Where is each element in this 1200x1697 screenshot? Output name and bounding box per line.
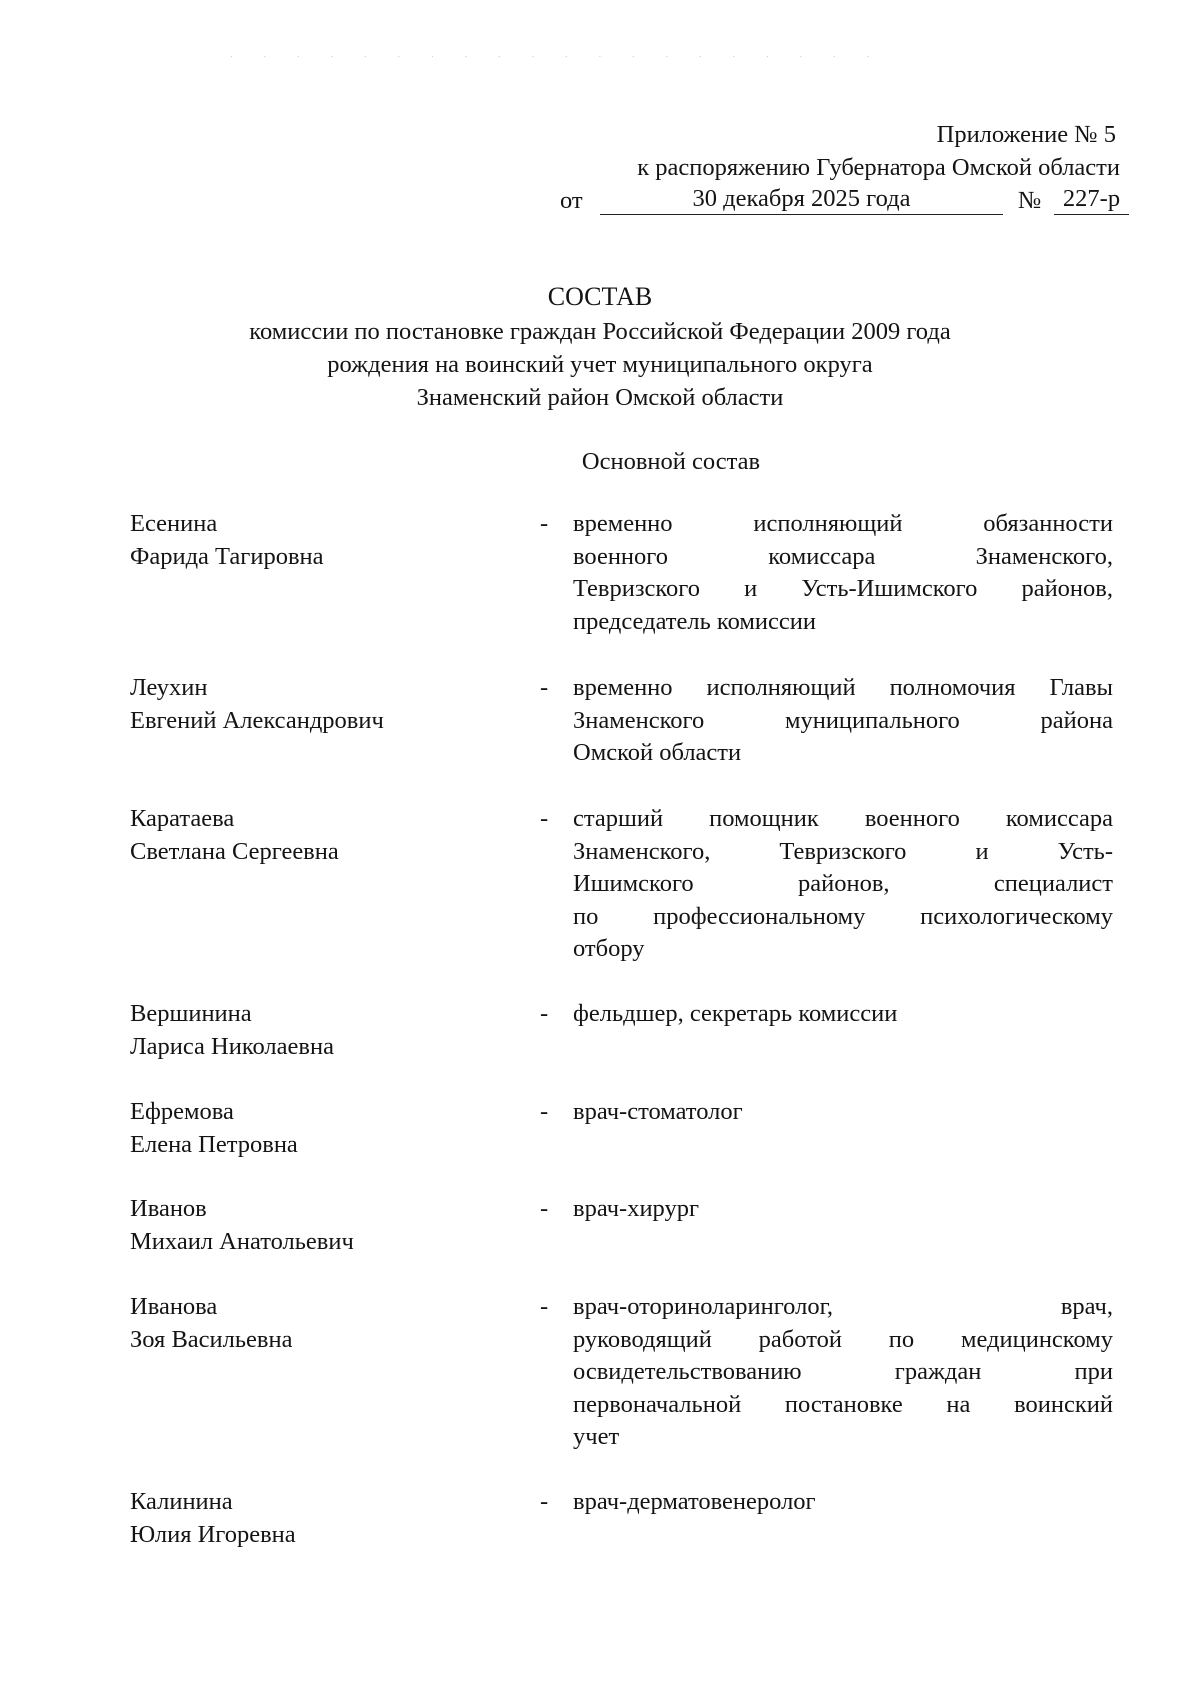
role-line: Знаменского муниципального района <box>573 706 1113 734</box>
member-surname: Есенина <box>130 510 218 537</box>
member-role <box>573 1193 1113 1226</box>
member-given-names: Фарида Тагировна <box>130 542 324 570</box>
subtitle-text: Основной состав <box>581 448 761 475</box>
date-line <box>560 184 1120 217</box>
from-label: от <box>560 187 583 214</box>
member-role <box>573 803 1113 966</box>
title-line-2: рождения на воинский учет муниципального округа <box>327 351 873 378</box>
scan-artifact: . . . . . . . . . . . . . . . . . . . . <box>230 48 884 60</box>
member-name <box>130 1486 530 1551</box>
role-line: учет <box>573 1423 620 1450</box>
member-dash: - <box>540 1195 549 1222</box>
appendix-number: Приложение № 5 <box>936 121 1116 148</box>
document-title <box>100 280 1100 414</box>
title-line-3: Знаменский район Омской области <box>416 384 784 411</box>
role-line: врач-оториноларинголог, врач, <box>573 1293 1113 1320</box>
role-line: руководящий работой по медицинскому <box>573 1325 1113 1353</box>
member-dash: - <box>540 510 549 537</box>
section-subtitle <box>100 445 1200 478</box>
role-line: по профессиональному психологическому <box>573 902 1113 930</box>
member-role <box>573 998 1113 1031</box>
member-surname: Калинина <box>130 1488 233 1515</box>
role-line: временно исполняющий полномочия Главы <box>573 674 1113 701</box>
member-dash: - <box>540 805 549 832</box>
role-line: фельдшер, секретарь комиссии <box>573 1000 898 1027</box>
member-name <box>130 672 530 737</box>
role-line: военного комиссара Знаменского, <box>573 542 1113 570</box>
member-name <box>130 1291 530 1356</box>
order-reference: к распоряжению Губернатора Омской области <box>637 154 1120 181</box>
member-role <box>573 1486 1113 1519</box>
order-date: 30 декабря 2025 года <box>600 184 1003 215</box>
role-line: старший помощник военного комиссара <box>573 805 1113 832</box>
member-given-names: Зоя Васильевна <box>130 1325 293 1353</box>
title-heading: СОСТАВ <box>547 282 653 311</box>
role-line: врач-стоматолог <box>573 1098 743 1125</box>
role-line: врач-хирург <box>573 1195 700 1222</box>
role-line: Тевризского и Усть-Ишимского районов, <box>573 575 1113 602</box>
role-line: председатель комиссии <box>573 607 816 635</box>
role-line: врач-дерматовенеролог <box>573 1488 816 1515</box>
member-name <box>130 803 530 868</box>
member-name <box>130 1193 530 1258</box>
role-line: Ишимского районов, специалист <box>573 870 1113 897</box>
member-dash: - <box>540 1000 549 1027</box>
role-line: отбору <box>573 935 645 962</box>
role-line: временно исполняющий обязанности <box>573 510 1113 537</box>
member-surname: Ефремова <box>130 1098 234 1125</box>
member-given-names: Елена Петровна <box>130 1130 298 1158</box>
number-label: № <box>1018 187 1042 214</box>
member-name <box>130 1096 530 1161</box>
member-surname: Вершинина <box>130 1000 252 1027</box>
member-dash: - <box>540 674 549 701</box>
member-role <box>573 1096 1113 1129</box>
member-surname: Иванов <box>130 1195 207 1222</box>
member-dash: - <box>540 1098 549 1125</box>
member-given-names: Михаил Анатольевич <box>130 1227 354 1255</box>
member-role <box>573 508 1113 638</box>
member-dash: - <box>540 1488 549 1515</box>
member-surname: Иванова <box>130 1293 218 1320</box>
member-role <box>573 1291 1113 1454</box>
member-surname: Каратаева <box>130 805 235 832</box>
title-line-1: комиссии по постановке граждан Российской Федерации 2009 года <box>249 318 951 345</box>
member-name <box>130 508 530 573</box>
order-number: 227-р <box>1054 184 1129 215</box>
member-surname: Леухин <box>130 674 208 701</box>
role-line: первоначальной постановке на воинский <box>573 1390 1113 1418</box>
member-dash: - <box>540 1293 549 1320</box>
appendix-header <box>560 118 1120 217</box>
member-role <box>573 672 1113 770</box>
role-line: Знаменского, Тевризского и Усть- <box>573 837 1113 865</box>
role-line: освидетельствованию граждан при <box>573 1358 1113 1385</box>
member-given-names: Лариса Николаевна <box>130 1032 334 1060</box>
role-line: Омской области <box>573 739 742 766</box>
member-given-names: Светлана Сергеевна <box>130 837 339 865</box>
member-given-names: Евгений Александрович <box>130 706 384 734</box>
member-name <box>130 998 530 1063</box>
member-given-names: Юлия Игоревна <box>130 1520 296 1548</box>
